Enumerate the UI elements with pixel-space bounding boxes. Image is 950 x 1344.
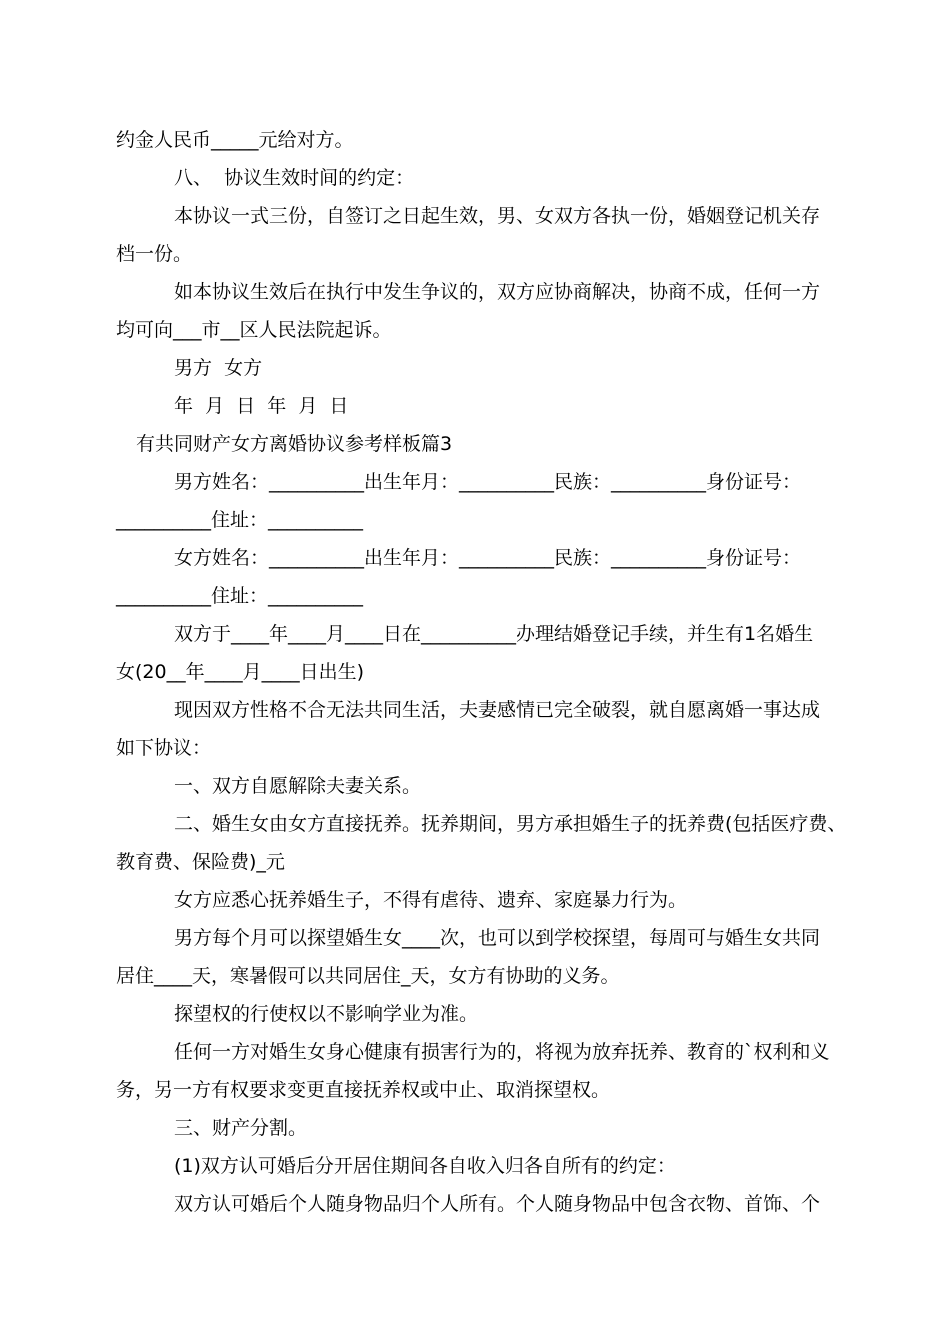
section-heading: 八、 协议生效时间的约定： — [174, 167, 415, 189]
paragraph-line: 均可向___市__区人民法院起诉。 — [116, 319, 392, 341]
paragraph-line: 女方应悉心抚养婚生子，不得有虐待、遗弃、家庭暴力行为。 — [174, 889, 688, 911]
form-line: 男方姓名：__________出生年月：__________民族：__________身份证号： — [174, 471, 802, 493]
clause-line: 三、财产分割。 — [174, 1117, 308, 1139]
document-title: 有共同财产女方离婚协议参考样板篇3 — [136, 433, 453, 455]
paragraph-line: 双方于____年____月____日在__________办理结婚登记手续，并生有1名婚生 — [174, 623, 814, 645]
paragraph-line: 居住____天，寒暑假可以共同居住_天，女方有协助的义务。 — [116, 965, 620, 987]
paragraph-line: 双方认可婚后个人随身物品归个人所有。个人随身物品中包含衣物、首饰、个 — [174, 1193, 821, 1215]
paragraph-line: 现因双方性格不合无法共同生活，夫妻感情已完全破裂，就自愿离婚一事达成 — [174, 699, 821, 721]
paragraph-line: 如本协议生效后在执行中发生争议的，双方应协商解决，协商不成，任何一方 — [174, 281, 821, 303]
paragraph-line: 本协议一式三份，自签订之日起生效，男、女双方各执一份，婚姻登记机关存 — [174, 205, 821, 227]
paragraph-line: 任何一方对婚生女身心健康有损害行为的，将视为放弃抚养、教育的`权利和义 — [174, 1041, 830, 1063]
clause-line: 一、双方自愿解除夫妻关系。 — [174, 775, 422, 797]
form-line: 女方姓名：__________出生年月：__________民族：__________身份证号： — [174, 547, 802, 569]
paragraph-line: 男方每个月可以探望婚生女____次，也可以到学校探望，每周可与婚生女共同 — [174, 927, 821, 949]
paragraph-line: 教育费、保险费)_元 — [116, 851, 285, 873]
paragraph-line: 约金人民币_____元给对方。 — [116, 129, 354, 151]
form-line: __________住址：__________ — [116, 585, 364, 607]
signature-line: 男方 女方 — [174, 357, 263, 379]
date-line: 年 月 日 年 月 日 — [174, 395, 349, 417]
paragraph-line: 如下协议： — [116, 737, 212, 759]
clause-line: 二、婚生女由女方直接抚养。抚养期间，男方承担婚生子的抚养费(包括医疗费、 — [174, 813, 847, 835]
paragraph-line: 探望权的行使权以不影响学业为准。 — [174, 1003, 479, 1025]
paragraph-line: 女(20__年____月____日出生) — [116, 661, 365, 683]
clause-line: (1)双方认可婚后分开居住期间各自收入归各自所有的约定： — [174, 1155, 676, 1177]
paragraph-line: 务，另一方有权要求变更直接抚养权或中止、取消探望权。 — [116, 1079, 611, 1101]
paragraph-line: 档一份。 — [116, 243, 193, 265]
form-line: __________住址：__________ — [116, 509, 364, 531]
